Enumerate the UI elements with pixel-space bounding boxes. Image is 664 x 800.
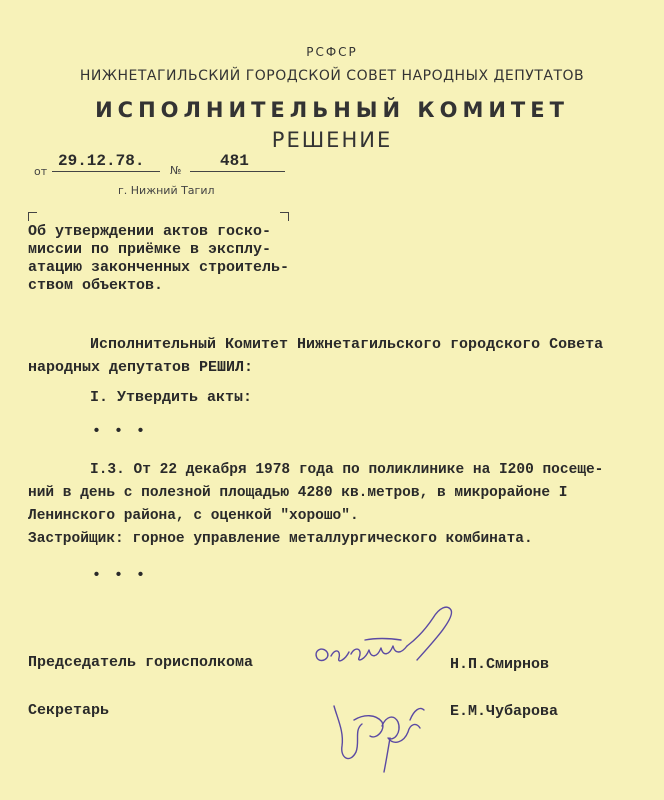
chair-name: Н.П.Смирнов <box>450 656 550 673</box>
secretary-name: Е.М.Чубарова <box>450 703 559 720</box>
subject-line: атацию законченных строитель- <box>28 259 290 276</box>
secretary-signature <box>320 680 440 780</box>
subject-line: Об утверждении актов госко- <box>28 223 272 240</box>
subject-line: миссии по приёмке в эксплу- <box>28 241 272 258</box>
date-underline <box>52 171 160 172</box>
ellipsis-1: • • • <box>92 423 148 440</box>
chair-title: Председатель горисполкома <box>28 654 254 671</box>
preamble-line-1: Исполнительный Комитет Нижнетагильского городского Совета <box>90 336 604 353</box>
item-1-3-line-3: Ленинского района, с оценкой "хорошо". <box>28 508 359 524</box>
committee-title: ИСПОЛНИТЕЛЬНЫЙ КОМИТЕТ <box>95 98 569 122</box>
decision-date: 29.12.78. <box>58 152 145 170</box>
council-title: НИЖНЕТАГИЛЬСКИЙ ГОРОДСКОЙ СОВЕТ НАРОДНЫХ ДЕПУТАТОВ <box>79 68 585 84</box>
chair-signature <box>305 600 465 690</box>
number-underline <box>190 171 285 172</box>
city-label: г. Нижний Тагил <box>118 184 215 197</box>
subject-line: ством объектов. <box>28 277 164 294</box>
document-type: РЕШЕНИЕ <box>271 128 393 152</box>
secretary-title: Секретарь <box>28 702 110 719</box>
ellipsis-2: • • • <box>92 567 148 584</box>
developer-line: Застройщик: горное управление металлургического комбината. <box>28 531 533 547</box>
item-1-3-line-1: I.3. От 22 декабря 1978 года по поликлинике на I200 посеще- <box>90 462 604 478</box>
preamble-line-2: народных депутатов РЕШИЛ: <box>28 359 254 376</box>
subject-bracket-left <box>28 212 37 221</box>
subject-bracket-right <box>280 212 289 221</box>
item-1: I. Утвердить акты: <box>90 389 253 406</box>
republic-label: РСФСР <box>306 45 358 59</box>
item-1-3-line-2: ний в день с полезной площадью 4280 кв.метров, в микрорайоне I <box>28 485 568 501</box>
subject-block <box>28 223 289 295</box>
date-prefix: от <box>34 165 48 178</box>
number-prefix: № <box>170 164 182 177</box>
decision-number: 481 <box>220 152 249 170</box>
